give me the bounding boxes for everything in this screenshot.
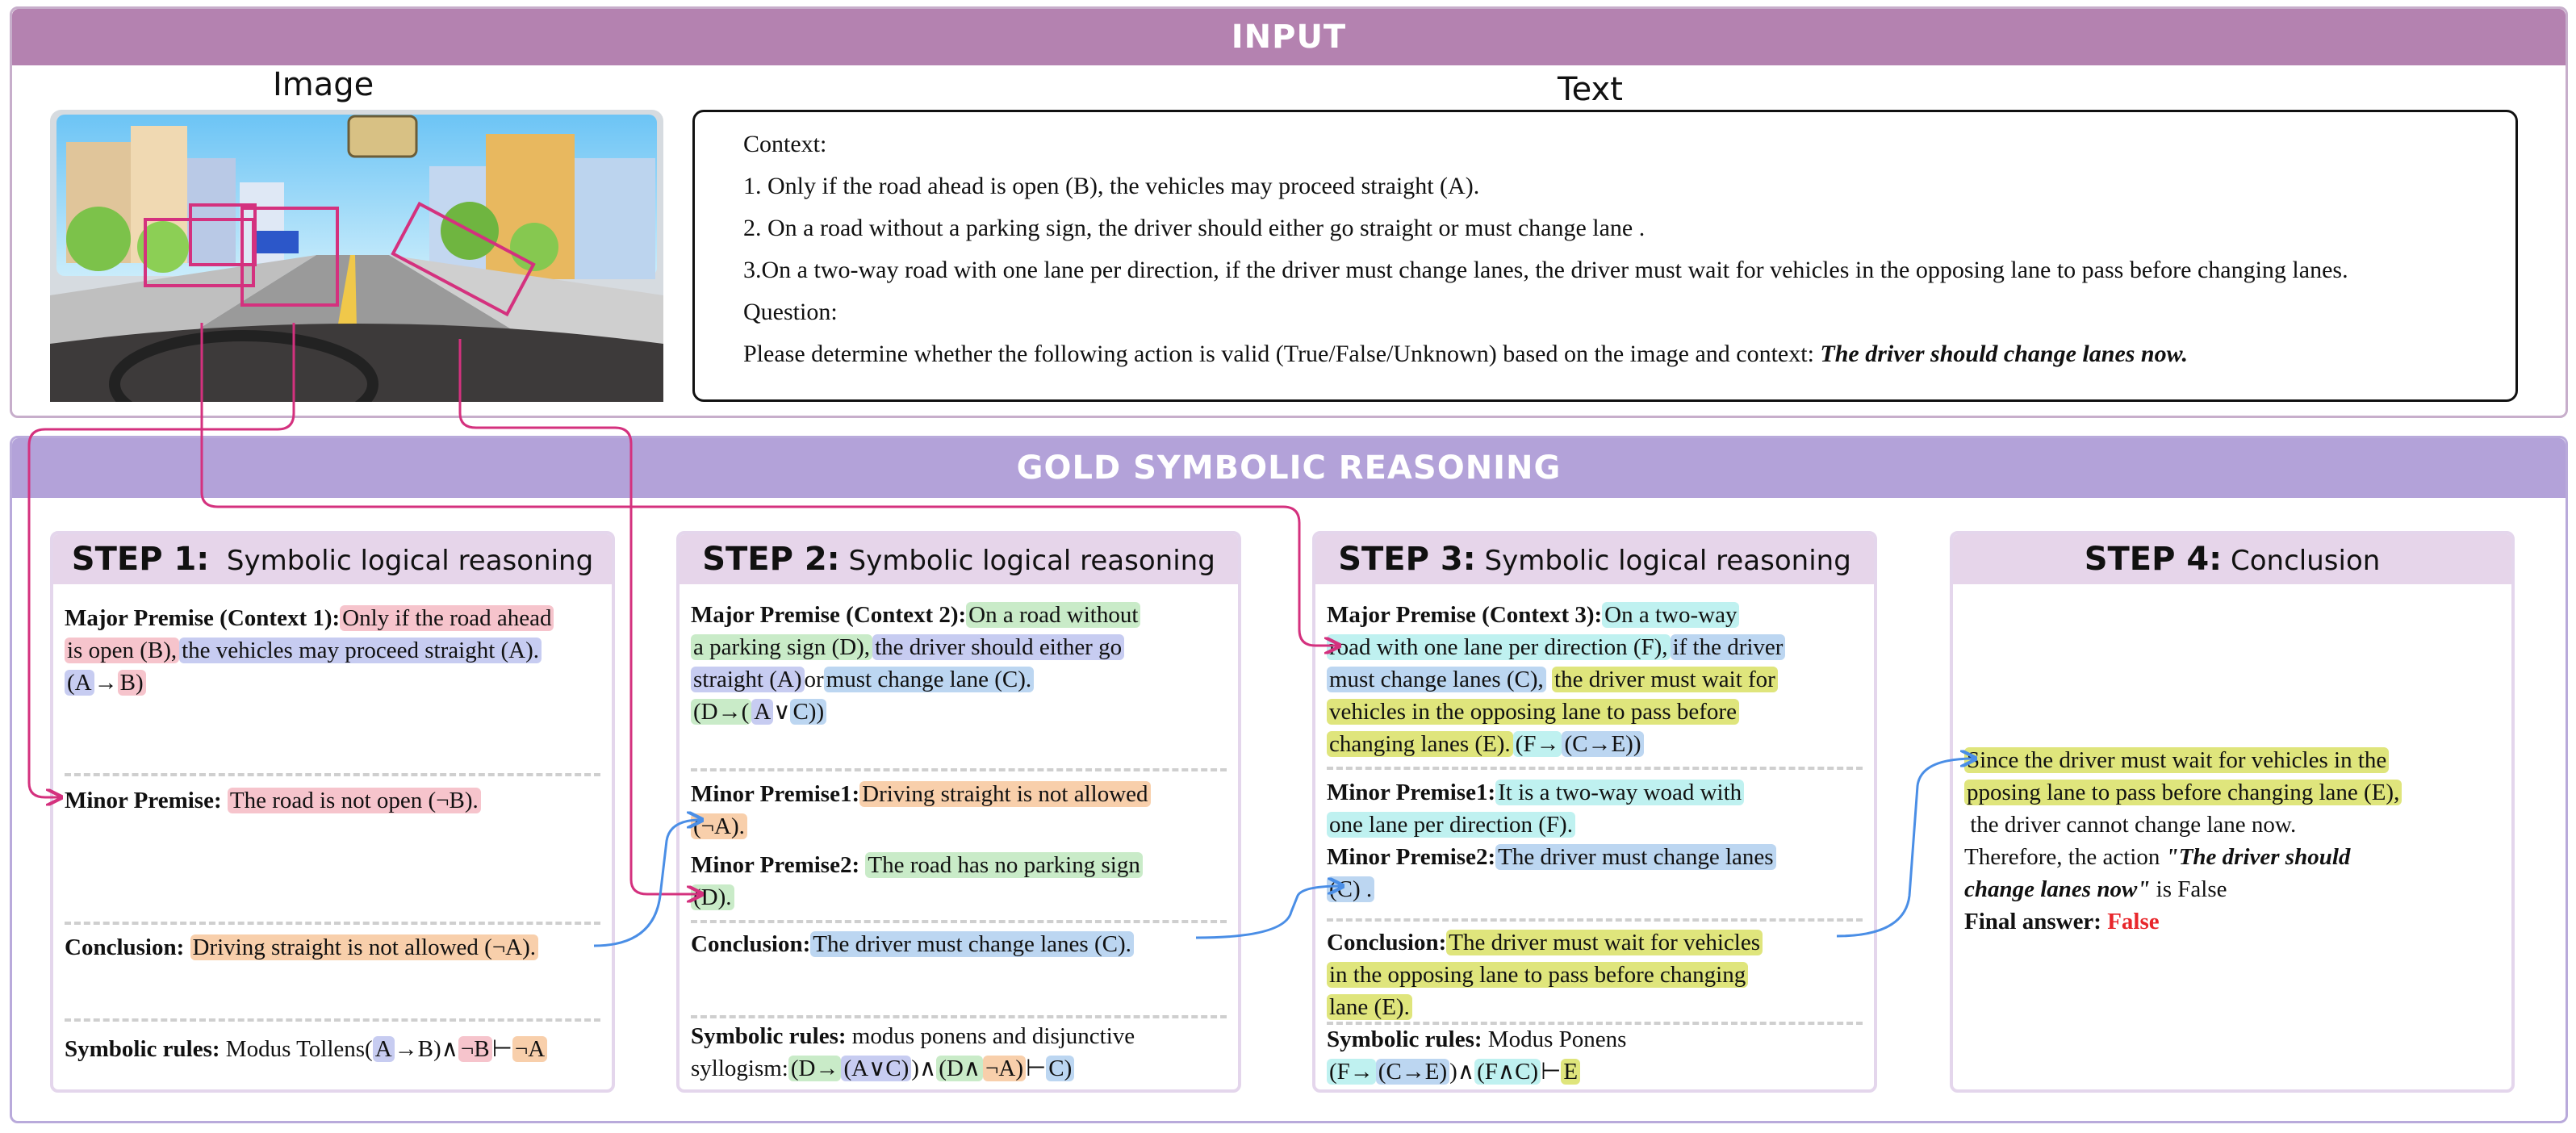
step-1-major-c: the vehicles may proceed straight (A). [179, 638, 542, 663]
road-scene-illustration [50, 110, 663, 402]
step-4-final-label: Final answer: [1964, 909, 2108, 934]
step-2-r2: (A∨C) [841, 1056, 911, 1081]
dashcam-image [50, 110, 663, 402]
step-3-divider-2 [1327, 918, 1863, 922]
step-2-minor1-label: Minor Premise1: [691, 781, 860, 807]
context-line-1: 1. Only if the road ahead is open (B), the vehicles may proceed straight (A). [743, 173, 1480, 199]
step-2-r1: (D→ [788, 1056, 842, 1081]
question-action: The driver should change lanes now. [1820, 341, 2189, 367]
question-line [743, 333, 2515, 375]
step-1-rules-prefix: Modus Tollens( [225, 1036, 373, 1062]
step-1-major [65, 602, 600, 699]
step-2-r6: ⊢ [1025, 1056, 1047, 1081]
step-4-header [1953, 534, 2511, 584]
step-1-minor-label: Minor Premise: [65, 788, 222, 813]
step-2-sym-d: C)) [790, 699, 826, 725]
step-1-r1: A [373, 1036, 395, 1062]
step-1-r5: ¬A [512, 1036, 547, 1062]
step-1-r3: ¬B [458, 1036, 492, 1062]
step-1-divider-3 [65, 1018, 600, 1022]
image-title: Image [273, 66, 374, 103]
step-2-minor2-label: Minor Premise2: [691, 852, 860, 878]
step-4-line-5-action: change lanes now" [1964, 876, 2151, 902]
step-2-major-a: On a road without [966, 602, 1140, 628]
step-2-major-d: straight (A) [691, 667, 805, 692]
step-3-sym-a: (F→ [1513, 731, 1562, 757]
input-text-box [692, 110, 2518, 402]
step-2-r7: C) [1046, 1056, 1074, 1081]
context-label: Context: [743, 131, 827, 157]
step-3-rules-label: Symbolic rules: [1327, 1026, 1482, 1052]
step-1-rules [65, 1033, 600, 1065]
step-1-minor [65, 784, 600, 817]
step-2-sym-b: A [751, 699, 773, 725]
step-3-minor1-a: It is a two-way woad with [1495, 780, 1744, 805]
step-4-line-3: the driver cannot change lane now. [1964, 812, 2297, 838]
step-4-body [1964, 744, 2500, 938]
step-2-major-b: a parking sign (D), [691, 634, 872, 660]
step-3-minor1-label: Minor Premise1: [1327, 780, 1496, 805]
input-banner: INPUT [12, 9, 2566, 65]
step-2-r3: )∧ [911, 1056, 937, 1081]
step-3-conclusion-b: in the opposing lane to pass before changing [1327, 962, 1748, 988]
step-1-r4: ⊢ [491, 1036, 512, 1062]
step-2-divider-2 [691, 920, 1227, 923]
step-3-minor2-b: (C) . [1327, 876, 1374, 902]
step-3-sym-b: (C→E)) [1562, 731, 1643, 757]
step-2-header [680, 534, 1238, 584]
step-1-rules-label: Symbolic rules: [65, 1036, 220, 1062]
step-2-major-c: the driver should either go [872, 634, 1124, 660]
step-3-minor1 [1327, 776, 1863, 841]
step-2-r5: ¬A) [983, 1056, 1026, 1081]
step-4-card [1950, 531, 2515, 1093]
step-4-line-4: Therefore, the action [1964, 844, 2166, 870]
step-2-rules-label: Symbolic rules: [691, 1023, 847, 1049]
step-2-divider-1 [691, 768, 1227, 771]
step-2-rules-text: modus ponens and disjunctive [851, 1023, 1135, 1049]
step-1-divider-1 [65, 773, 600, 776]
step-3-divider-1 [1327, 767, 1863, 770]
step-1-sym-b: B) [118, 670, 146, 696]
step-3-r3: )∧ [1449, 1059, 1475, 1085]
step-2-conclusion-label: Conclusion: [691, 931, 811, 957]
step-1-minor-text: The road is not open (¬B). [228, 788, 481, 813]
step-1-title: Symbolic logical reasoning [226, 545, 594, 577]
step-1-header [53, 534, 612, 584]
step-2-major [691, 599, 1227, 728]
step-3-major-label: Major Premise (Context 3): [1327, 602, 1603, 628]
step-3-number: STEP 3: [1338, 541, 1476, 578]
step-3-card [1312, 531, 1877, 1093]
step-4-final-value: False [2107, 909, 2160, 934]
step-1-r2: →B)∧ [394, 1036, 458, 1062]
step-2-number: STEP 2: [702, 541, 840, 578]
step-2-sym-c: ∨ [773, 699, 791, 725]
step-1-major-b: is open (B), [65, 638, 179, 663]
step-1-sym-a: (A [65, 670, 94, 696]
context-line-3: 3.On a two-way road with one lane per direction, if the driver must change lanes, the driver must wait for vehicles in the opposing lane to pass before changing lanes. [743, 257, 2348, 283]
step-2-minor1-sym: (¬A). [691, 813, 747, 839]
step-3-header [1315, 534, 1874, 584]
step-4-line-5-rest: is False [2150, 876, 2227, 902]
step-1-major-a: Only if the road ahead [340, 605, 554, 631]
step-3-title: Symbolic logical reasoning [1484, 545, 1851, 577]
step-3-conclusion-c: lane (E). [1327, 994, 1412, 1020]
step-1-conclusion-text: Driving straight is not allowed (¬A). [190, 934, 539, 960]
step-3-major-a: On a two-way [1602, 602, 1739, 628]
step-2-major-label: Major Premise (Context 2): [691, 602, 967, 628]
step-2-conclusion [691, 928, 1227, 960]
step-2-rules-line2: syllogism: [691, 1056, 788, 1081]
step-3-rules-text: Modus Ponens [1487, 1026, 1627, 1052]
step-3-major-g: changing lanes (E). [1327, 731, 1513, 757]
step-3-r6: E [1561, 1059, 1580, 1085]
step-3-major-e: the driver must wait for [1552, 667, 1778, 692]
step-3-conclusion [1327, 926, 1863, 1023]
step-1-divider-2 [65, 922, 600, 925]
step-2-minor1-text: Driving straight is not allowed [859, 781, 1150, 807]
step-3-r4: (F∧C) [1474, 1059, 1541, 1085]
step-2-divider-3 [691, 1015, 1227, 1018]
step-1-sym-arrow: → [94, 670, 118, 696]
step-3-minor2-label: Minor Premise2: [1327, 844, 1496, 870]
step-3-major-c: if the driver [1671, 634, 1786, 660]
step-2-minor2 [691, 849, 1227, 914]
step-4-line-1: Since the driver must wait for vehicles in the [1964, 747, 2389, 773]
step-3-major-f: vehicles in the opposing lane to pass before [1327, 699, 1739, 725]
step-3-minor2-a: The driver must change lanes [1495, 844, 1775, 870]
step-3-major [1327, 599, 1863, 760]
step-4-line-2: pposing lane to pass before changing lane (E), [1964, 780, 2402, 805]
step-3-rules [1327, 1023, 1863, 1088]
step-2-minor1 [691, 778, 1227, 842]
text-title: Text [1558, 71, 1623, 108]
step-4-number: STEP 4: [2084, 541, 2223, 578]
step-3-r2: (C→E) [1376, 1059, 1449, 1085]
step-2-rules [691, 1020, 1227, 1085]
step-3-minor2 [1327, 841, 1863, 905]
step-3-major-b: road with one lane per direction (F), [1327, 634, 1671, 660]
step-2-major-or: or [804, 667, 824, 692]
step-1-card [50, 531, 615, 1093]
step-2-r4: (D∧ [936, 1056, 983, 1081]
step-1-major-label: Major Premise (Context 1): [65, 605, 341, 631]
step-1-number: STEP 1: [71, 541, 210, 578]
context-line-2: 2. On a road without a parking sign, the driver should either go straight or must change lane . [743, 215, 1646, 241]
step-3-r5: ⊢ [1541, 1059, 1562, 1085]
step-2-card [676, 531, 1241, 1093]
step-2-conclusion-text: The driver must change lanes (C). [810, 931, 1134, 957]
step-2-title: Symbolic logical reasoning [848, 545, 1215, 577]
gold-banner: GOLD SYMBOLIC REASONING [12, 438, 2566, 498]
question-text: Please determine whether the following action is valid (True/False/Unknown) based on the image and context: [743, 341, 1821, 367]
question-label: Question: [743, 299, 838, 325]
step-3-minor1-b: one lane per direction (F). [1327, 812, 1575, 838]
step-2-major-e: must change lane (C). [824, 667, 1034, 692]
step-3-conclusion-label: Conclusion: [1327, 930, 1447, 955]
step-2-sym-a: (D→( [691, 699, 751, 725]
step-4-title: Conclusion [2231, 545, 2381, 577]
step-1-conclusion-label: Conclusion: [65, 934, 185, 960]
step-3-r1: (F→ [1327, 1059, 1376, 1085]
step-1-conclusion [65, 931, 600, 964]
step-4-line-4-action: "The driver should [2165, 844, 2351, 870]
step-2-minor2-sym: (D). [691, 884, 734, 910]
step-3-major-d: must change lanes (C), [1327, 667, 1546, 692]
step-3-conclusion-a: The driver must wait for vehicles [1446, 930, 1763, 955]
step-2-minor2-text: The road has no parking sign [865, 852, 1142, 878]
